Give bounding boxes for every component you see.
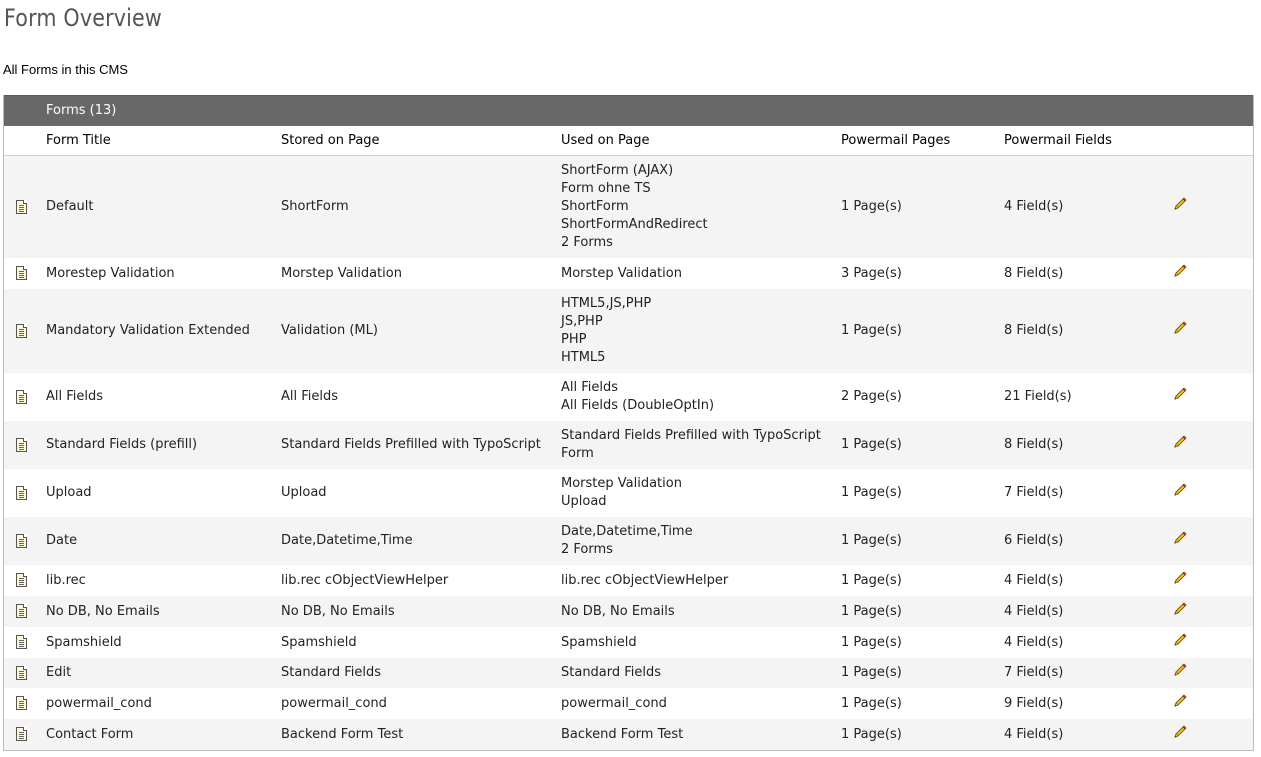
form-title: Default [46,156,281,259]
edit-cell [1164,596,1253,627]
edit-cell [1164,627,1253,658]
stored-on-page: No DB, No Emails [281,596,561,627]
document-icon [16,438,27,452]
form-title: Edit [46,658,281,688]
pencil-icon[interactable] [1172,601,1188,623]
used-on-page-item: Form ohne TS [561,181,651,196]
used-on-page-item: Morstep Validation [561,476,682,491]
form-title: Standard Fields (prefill) [46,421,281,469]
pencil-icon[interactable] [1172,530,1188,552]
used-on-page-item: All Fields (DoubleOptIn) [561,398,715,413]
table-row[interactable] [4,517,1253,565]
form-title: Mandatory Validation Extended [46,289,281,373]
edit-cell [1164,373,1253,421]
stored-on-page: Upload [281,469,561,517]
used-on-page-item: No DB, No Emails [561,603,675,619]
stored-on-page: Standard Fields Prefilled with TypoScript [281,421,561,469]
form-title: Date [46,517,281,565]
table-row[interactable] [4,658,1253,688]
document-icon [16,266,27,280]
pencil-icon[interactable] [1172,662,1188,684]
form-title: No DB, No Emails [46,596,281,627]
form-title: Upload [46,469,281,517]
powermail-pages: 1 Page(s) [841,658,1004,688]
used-on-page-item: 2 Forms [561,542,613,557]
edit-cell [1164,289,1253,373]
column-powermail-pages[interactable]: Powermail Pages [841,126,1004,156]
row-icon-cell [4,517,46,565]
used-on-page [561,156,841,259]
table-row[interactable] [4,156,1253,259]
row-icon-cell [4,658,46,688]
pencil-icon[interactable] [1172,263,1188,285]
document-icon [16,727,27,741]
used-on-page-item: Morstep Validation [561,265,682,281]
document-icon [16,200,27,214]
edit-cell [1164,719,1253,750]
used-on-page [561,517,841,565]
used-on-page-item: 2 Forms [561,235,613,250]
powermail-pages: 1 Page(s) [841,565,1004,596]
stored-on-page: Morstep Validation [281,258,561,289]
used-on-page-item: HTML5,JS,PHP [561,296,652,311]
used-on-page-item: Standard Fields [561,665,662,680]
stored-on-page: Spamshield [281,627,561,658]
document-icon [16,390,27,404]
row-icon-cell [4,627,46,658]
powermail-pages: 1 Page(s) [841,469,1004,517]
form-title: Spamshield [46,627,281,658]
pencil-icon[interactable] [1172,570,1188,592]
powermail-pages: 3 Page(s) [841,258,1004,289]
used-on-page [561,627,841,658]
form-title: powermail_cond [46,688,281,719]
powermail-pages: 1 Page(s) [841,156,1004,259]
used-on-page-item: Form [561,446,594,461]
used-on-page-item: lib.rec cObjectViewHelper [561,572,729,588]
row-icon-cell [4,421,46,469]
form-title: lib.rec [46,565,281,596]
table-row[interactable] [4,373,1253,421]
forms-panel [3,95,1254,751]
table-row[interactable] [4,289,1253,373]
powermail-fields: 4 Field(s) [1004,156,1164,259]
column-form-title[interactable]: Form Title [46,126,281,156]
panel-header: Forms (13) [4,95,1253,126]
edit-cell [1164,469,1253,517]
powermail-pages: 1 Page(s) [841,421,1004,469]
powermail-pages: 1 Page(s) [841,627,1004,658]
row-icon-cell [4,289,46,373]
powermail-fields: 8 Field(s) [1004,421,1164,469]
row-icon-cell [4,565,46,596]
pencil-icon[interactable] [1172,632,1188,654]
used-on-page [561,565,841,596]
used-on-page [561,289,841,373]
powermail-pages: 1 Page(s) [841,517,1004,565]
used-on-page [561,421,841,469]
document-icon [16,635,27,649]
powermail-fields: 7 Field(s) [1004,469,1164,517]
column-used-on-page[interactable]: Used on Page [561,126,841,156]
row-icon-cell [4,258,46,289]
used-on-page-item: HTML5 [561,350,606,365]
document-icon [16,666,27,680]
document-icon [16,486,27,500]
table-row[interactable] [4,627,1253,658]
column-icon [4,126,46,156]
powermail-fields: 4 Field(s) [1004,565,1164,596]
powermail-fields: 4 Field(s) [1004,627,1164,658]
used-on-page-item: Standard Fields Prefilled with TypoScript [561,428,821,443]
page-subtitle: All Forms in this CMS [3,62,128,77]
form-title: Morestep Validation [46,258,281,289]
used-on-page-item: Spamshield [561,634,637,650]
column-stored-on-page[interactable]: Stored on Page [281,126,561,156]
row-icon-cell [4,373,46,421]
powermail-fields: 9 Field(s) [1004,688,1164,719]
powermail-fields: 4 Field(s) [1004,596,1164,627]
used-on-page-item: ShortForm [561,199,629,214]
row-icon-cell [4,688,46,719]
pencil-icon[interactable] [1172,196,1188,218]
row-icon-cell [4,719,46,750]
edit-cell [1164,156,1253,259]
used-on-page-item: PHP [561,332,587,347]
stored-on-page: Validation (ML) [281,289,561,373]
table-row[interactable] [4,596,1253,627]
table-header-row [4,126,1253,156]
used-on-page [561,719,841,750]
document-icon [16,573,27,587]
pencil-icon[interactable] [1172,693,1188,715]
used-on-page-item: Date,Datetime,Time [561,524,693,539]
used-on-page [561,258,841,289]
powermail-fields: 21 Field(s) [1004,373,1164,421]
edit-cell [1164,565,1253,596]
document-icon [16,534,27,548]
powermail-fields: 6 Field(s) [1004,517,1164,565]
stored-on-page: Backend Form Test [281,719,561,750]
powermail-pages: 1 Page(s) [841,719,1004,750]
used-on-page [561,469,841,517]
edit-cell [1164,421,1253,469]
forms-table [4,126,1253,750]
pencil-icon[interactable] [1172,320,1188,342]
row-icon-cell [4,469,46,517]
table-row[interactable] [4,258,1253,289]
column-actions [1164,126,1253,156]
used-on-page [561,658,841,688]
table-row[interactable] [4,421,1253,469]
page-title: Form Overview [4,4,162,32]
pencil-icon[interactable] [1172,386,1188,408]
used-on-page-item: Upload [561,494,607,509]
stored-on-page: ShortForm [281,156,561,259]
row-icon-cell [4,156,46,259]
powermail-pages: 1 Page(s) [841,596,1004,627]
row-icon-cell [4,596,46,627]
used-on-page [561,688,841,719]
pencil-icon[interactable] [1172,434,1188,456]
used-on-page-item: All Fields [561,380,619,395]
table-row[interactable] [4,688,1253,719]
document-icon [16,324,27,338]
stored-on-page: Date,Datetime,Time [281,517,561,565]
used-on-page [561,373,841,421]
pencil-icon[interactable] [1172,724,1188,746]
table-row[interactable] [4,565,1253,596]
stored-on-page: All Fields [281,373,561,421]
powermail-fields: 4 Field(s) [1004,719,1164,750]
edit-cell [1164,688,1253,719]
powermail-pages: 1 Page(s) [841,688,1004,719]
used-on-page-item: Backend Form Test [561,726,684,742]
stored-on-page: lib.rec cObjectViewHelper [281,565,561,596]
used-on-page-item: ShortForm (AJAX) [561,163,674,178]
used-on-page [561,596,841,627]
powermail-pages: 1 Page(s) [841,289,1004,373]
table-row[interactable] [4,719,1253,750]
edit-cell [1164,658,1253,688]
powermail-pages: 2 Page(s) [841,373,1004,421]
edit-cell [1164,258,1253,289]
edit-cell [1164,517,1253,565]
powermail-fields: 8 Field(s) [1004,258,1164,289]
powermail-fields: 7 Field(s) [1004,658,1164,688]
used-on-page-item: ShortFormAndRedirect [561,217,708,232]
column-powermail-fields[interactable]: Powermail Fields [1004,126,1164,156]
used-on-page-item: powermail_cond [561,695,667,711]
stored-on-page: Standard Fields [281,658,561,688]
document-icon [16,604,27,618]
stored-on-page: powermail_cond [281,688,561,719]
table-row[interactable] [4,469,1253,517]
form-title: Contact Form [46,719,281,750]
pencil-icon[interactable] [1172,482,1188,504]
form-title: All Fields [46,373,281,421]
document-icon [16,696,27,710]
powermail-fields: 8 Field(s) [1004,289,1164,373]
used-on-page-item: JS,PHP [561,314,603,329]
